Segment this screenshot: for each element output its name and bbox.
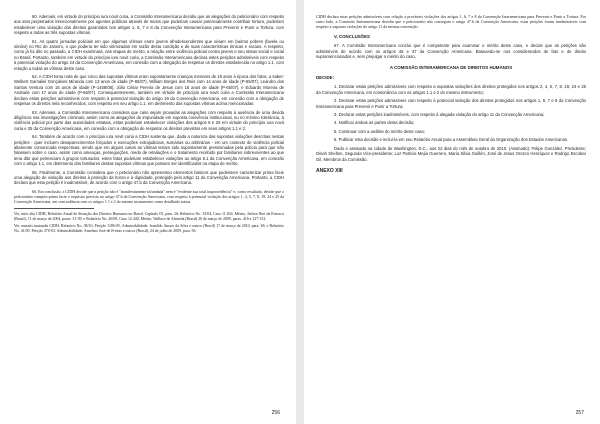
footnote-1: Ver, inter alia CIDH, Relatório Anual de Situação dos Direitos Humanos no Brasil, Capítulo IX, para. 26; Relatório No. 33/04, Caso 11.634, Mérito, Jailton Neri da Fonseca (Brasil), 11 de março de 2004, paras. 31-39; e Relatório No. 26/09, Caso 12.440, Mérito, Wallace de Almeida (Brasil) 20 de março de 2009, paras. 416 e 127-152. [14, 211, 284, 221]
intro-note: CIDH declara estas petições admissíveis com relação a prováveis violações dos artigos 1, 6, 7 e 8 da Convenção Interamericana para Prevenir e Punir a Tortura. Por outro lado, a Comissão Interamericana decidiu que o peticionário não conseguiu o artigo 47.b da Convenção Americana, estas petições foram inadmissíveis com respeito a supostas violações do artigo 11 da mesma convenção. [316, 14, 586, 29]
page-number-left: 256 [271, 410, 280, 416]
commission-heading: A COMISSÃO INTERAMERICANA DE DIREITOS HUMANOS [389, 64, 513, 70]
decision-2: 2. Declarar estas petições admissíveis com respeito à potencial violação dos direitos protegidos nos artigos 1, 6, 7 e 8 da Convenção Interamericana para Prevenir e Punir a Tortura; [316, 98, 586, 109]
signature-paragraph: Dado e assinado na cidade de Washington, D.C., aos 22 dias do mês de outubro de 2010. (Assinado): Felipe González, Presidente; Dinah Shelton, Segunda Vice-presidente; Luz Patricia Mejía Guerrero, María Silvia Guillén, José de Jesus Orozco Henríquez e Rodrigo Escobar Gil, Membros da Comissão. [316, 145, 586, 162]
paragraph-63: 63. Ademais, a Comissão Interamericana considera que caso sejam provadas as alegações com respeito à ausência de uma devida diligência nas investigações criminais, assim como as alegações de impunidade em suposta conivência institucional, ou no mínimo tolerância, à violência policial por parte das autoridades estatais, estas poderiam estabelecer violações dos artigos 8 e 25 em virtude do princípio iura novit curia e 25 da Convenção Americana, em conexão com a obrigação de respeitar os direitos previstos em seus artigos 1.1 e 2. [14, 109, 284, 131]
right-page [304, 0, 600, 424]
left-page [0, 0, 296, 424]
paragraph-65: 65. Finalmente, a Comissão considera que o peticionário não apresentou elementos básicos que pudessem caracterizar prima facie uma alegação de violação aos direitos à proteção da honra e à dignidade, protegido pelo artigo 11 da Convenção Americana. Portanto, a CIDH declara que esta petição é inadmissível, de acordo com o artigo 47.b da Convenção Americana. [14, 169, 284, 186]
page-number-right: 257 [575, 410, 584, 416]
section-heading: V. CONCLUSÕES [334, 34, 370, 39]
decision-6: 6. Publicar esta decisão e incluí-la em seu Relatório Anual para a Assembleia Geral da Organização dos Estados Americanos. [334, 137, 569, 143]
footnote-2: Ver, mutatis mutandis CIDH, Relatório No. 38/10, Petição 1186-05, Admissibilidade, Ivanildo Amaro da Silva e outros (Brasil) 17 de março de 2010, para. 48; e Relatório No. 41/09, Petição 370-03, Admissibilidade, Anselmo José de Freitas e outros (Brasil), 24 de julho de 2009, para. 56. [14, 223, 284, 233]
decision-5: 5. Continuar com a análise do mérito deste caso; [334, 128, 426, 134]
decision-3: 3. Declarar estas petições inadmissíveis, com respeito à alegada violação do artigo 11 da Convenção Americana; [334, 112, 545, 118]
paragraph-66: 66. Em conclusão, a CIDH decide que a petição não é "manifestamente infundada" nem é "evidente sua total improcedência" e, como resultado, decide que o peticionário cumpriu prima facie o requisito previsto no artigo 47.b da Convenção Americana, com respeito à potencial violação dos artigos 1, 4, 5, 7, 8, 19, 24 e 25 da Convenção Americana, em concordância com os artigos 1.1 e 2 do mesmo instrumento como detalhado acima. [14, 188, 284, 204]
decision-4: 4. Notificar ambas as partes desta decisão; [334, 120, 415, 126]
decision-1: 1. Declarar estas petições admissíveis com respeito a supostas violações dos direitos protegidos nos artigos 2, 4, 5, 7, 8, 19, 24 e 25 da Convenção Americana, em consonância com os artigos 1.1 e 2 do mesmo instrumento; [316, 84, 586, 95]
footnote-divider [14, 208, 94, 209]
paragraph-61: 61. As quatro jornadas policiais em que algumas vítimas eram jovens afrodescendentes que viviam em bairros pobres (favela ou similar) no Rio de Janeiro, o que poderia ter sido vitimizadas em razão desta condição e de suas características étnicas e sociais. A respeito, como já foi dito no passado, a CIDH examinará, nas etapas de mérito, a relação entre violência policial contra jovens e seu status social e racial no Brasil. Portanto, também em virtude do princípio iura novit curia, a Comissão Interamericana declara estes petições admissíveis com respeito à potencial violação do artigo 24 da Convenção Americana, em conexão com a obrigação de respeitar os direitos estabelecida no artigo 1.1, com relação a todas as vítimas deste caso. [14, 38, 284, 71]
paragraph-64: 64. Também de acordo com o princípio iura novit curia a CIDH sustenta que, dada a natureza das supostas violações descritas nestas petições - quer incluem desaparecimentos forçados e execuções extrajudiciais, sumárias ou arbitrárias - em um contexto de violência policial altamente comunicada respectivas, sendo que em alguns casos as vítimas teriam sido supostamente pressionadas pela polícia para que não falassem sobre o caso, assim como ameaças, perseguições, medo de retaliações e o tratamento recebido por familiares sobreviventes ao que teria dito que pertenciam à grupos torturados, estes fatos poderiam estabelecer violações ao artigo 5.1 da Convenção Americana, em conexão com o artigo 1.1, em detrimento dos familiares destas supostas vítimas que possam ser identificados na etapa de mérito. [14, 134, 284, 167]
decides-label: DECIDE: [316, 75, 335, 81]
paragraph-60: 60. Ademais, em virtude do princípio iura novit curia, a Comissão Interamericana decidiu que as alegações do peticionário com respeito aos atos perpetrados intencionalmente por agentes públicos através de meios que poderiam causar potencialmente contribuir tortura, poderiam estabelecer uma violação dos direitos garantidos nos artigos 1, 6, 7 e 8 da Convenção Interamericana para Prevenir e Punir a Tortura, com respeito a todas as três supostas vítimas. [14, 14, 284, 36]
annex-label: ANEXO XIII [316, 167, 343, 174]
conclusion-paragraph: 67. A Comissão Interamericana conclui que é competente para examinar o mérito deste caso, e decide que as petições são admissíveis de acordo com os artigos 46 e 47 da Convenção Americana. Baseando-se nos considerandos de fato e de direito supramencionados e, sem prejulgar o mérito do caso, [316, 43, 586, 60]
paragraph-62: 62. A CIDH toma nota de que cinco das supostas vítimas eram supostamente crianças menores de 18 anos à época dos fatos, a saber: Welbert Gamaliel Gonçalves Miranda com 13 anos de idade (P-65/07), William Borges dos Reis com 14 anos de idade (P-65/07), Leandro dos Santos Ventura com 15 anos de idade (P-1458/08), Júlio César Pereira de Jesus com 16 anos de idade (P-65/07), e Eduardo Moreira de Andrade com 17 anos de idade (P-66/07). Consequentemente, também em virtude do princípio iura novit curia a Comissão Interamericana declara estas petições admissíveis com respeito à potencial violação do artigo 19 da Convenção Americana, em conexão com a obrigação de respeitar os direitos nela reconhecidos, com respeito em seu artigo 1.1, em detrimento das supostas vítimas acima mencionadas. [14, 74, 284, 107]
